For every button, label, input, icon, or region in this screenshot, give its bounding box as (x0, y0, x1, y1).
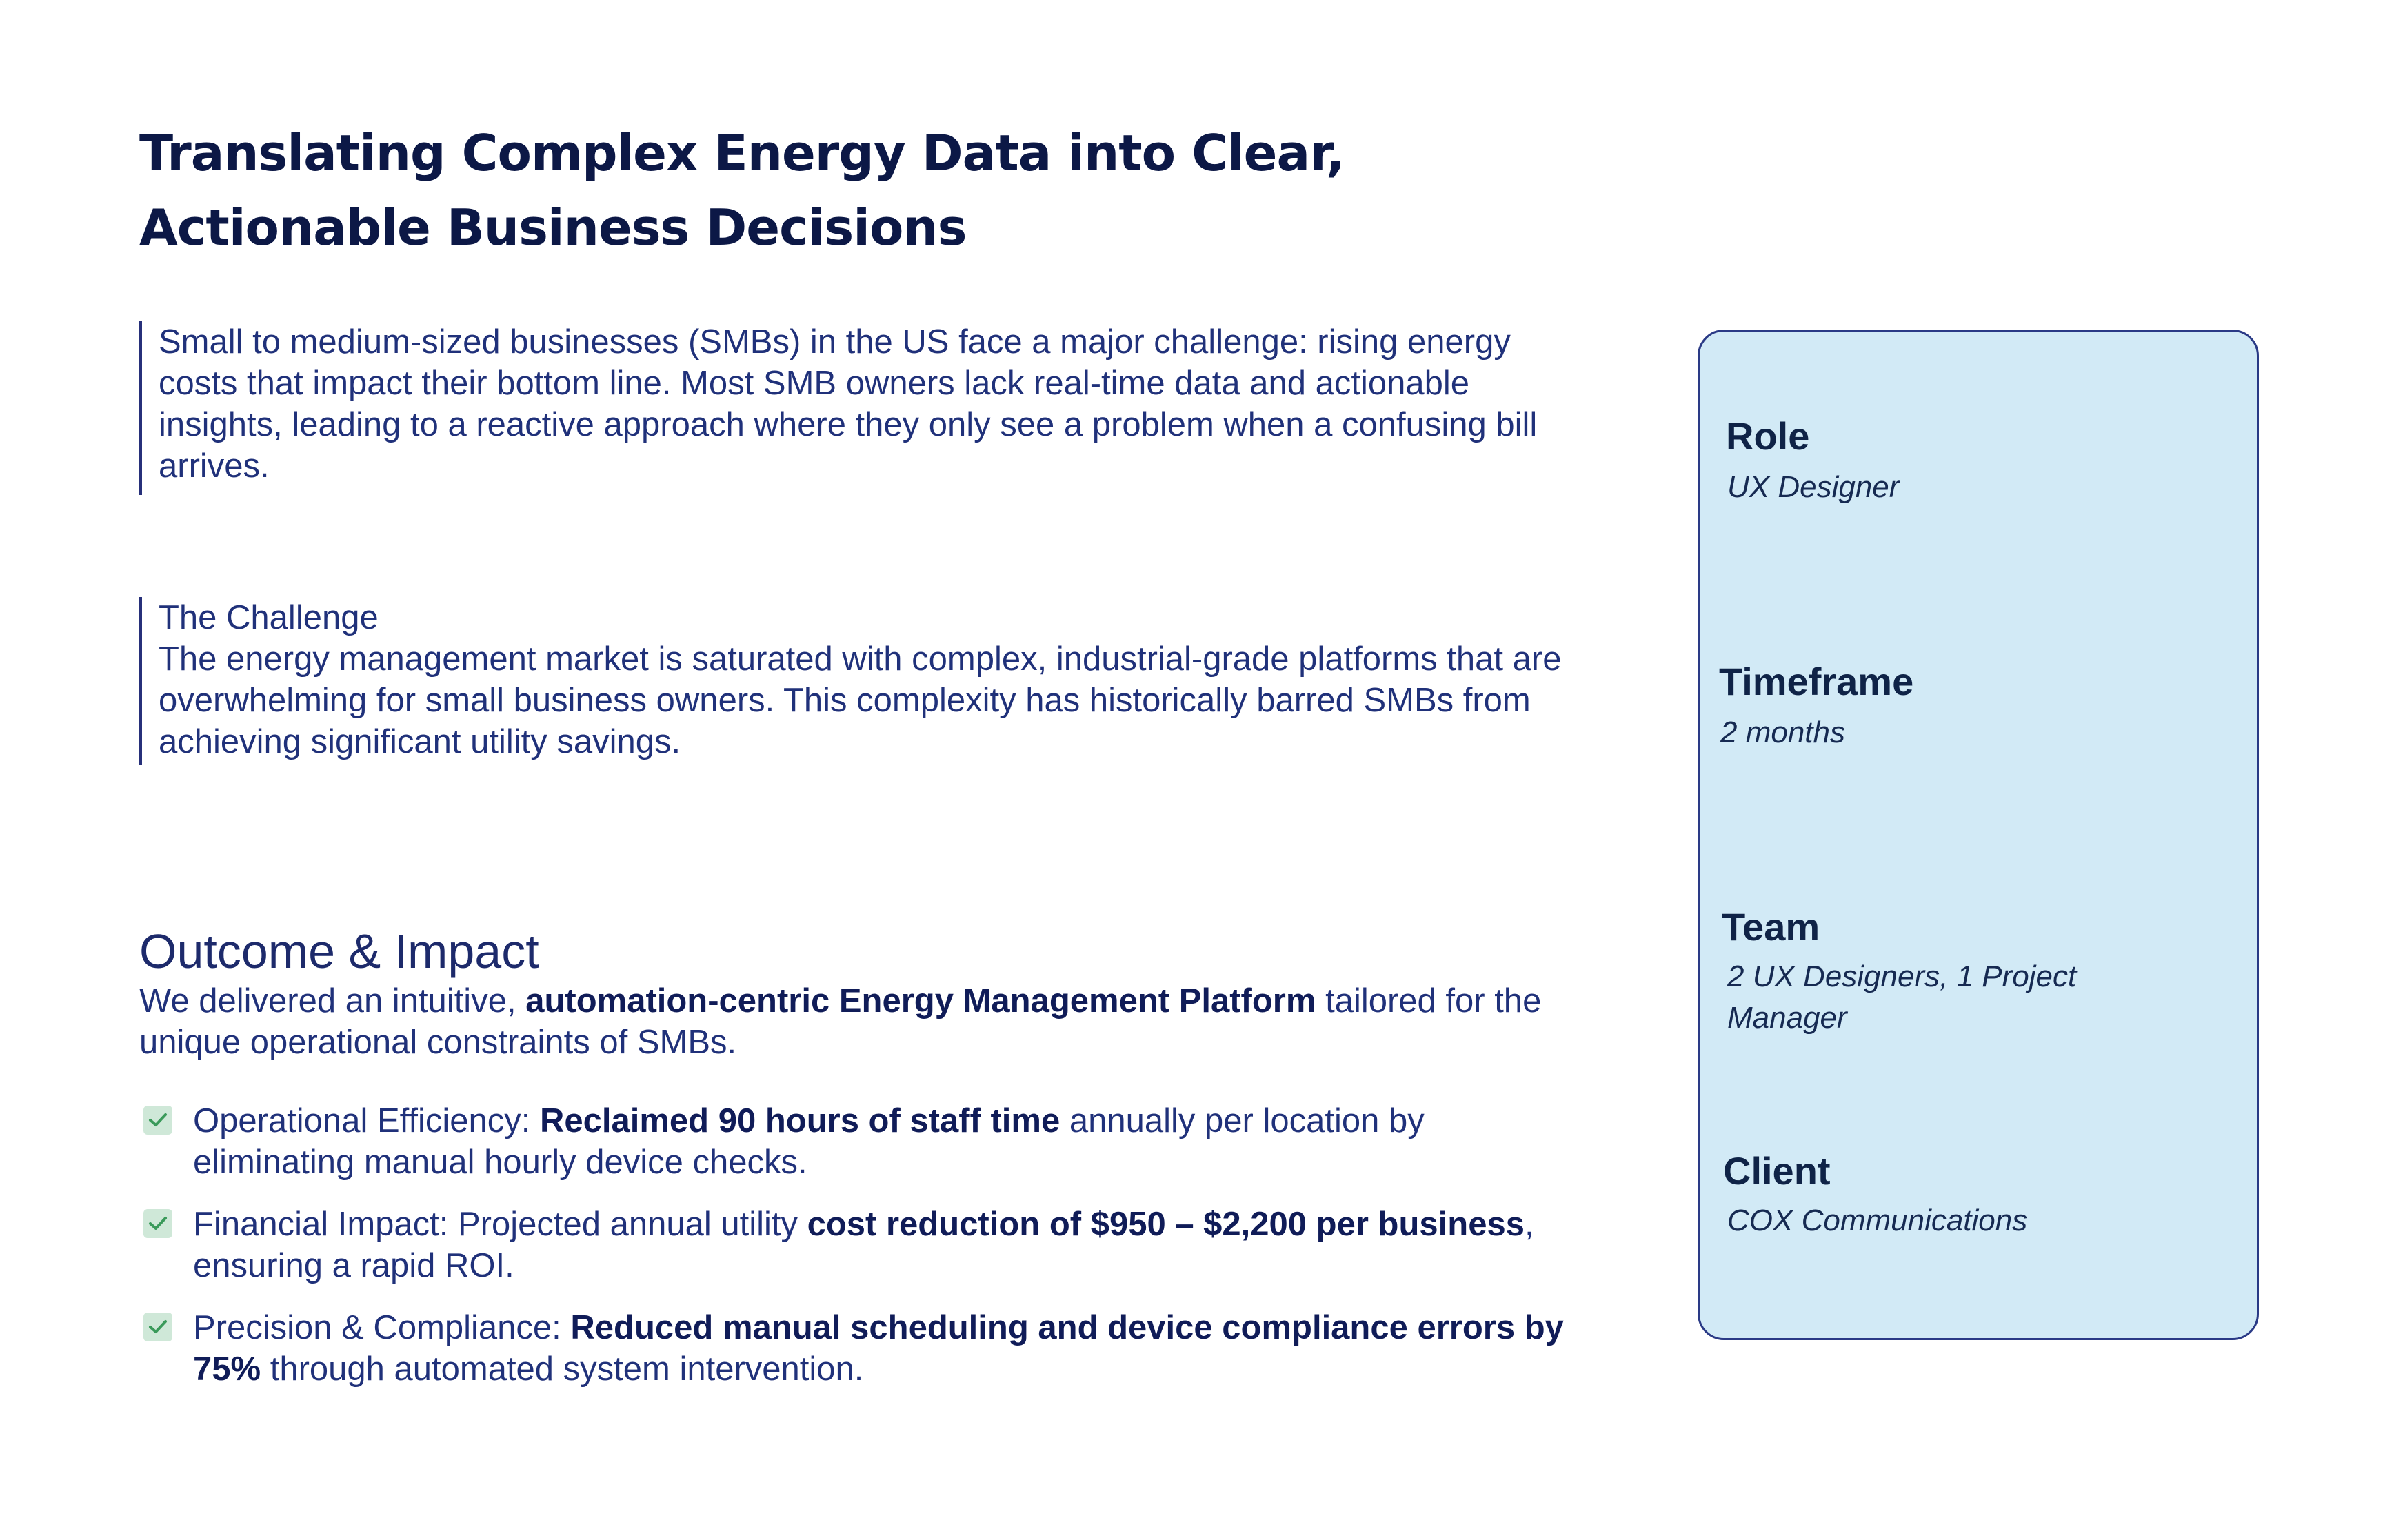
bullet-strong: Reduced manual scheduling and device compliance errors by 75% (193, 1309, 1564, 1388)
bullet-lead: Operational Efficiency: (193, 1102, 531, 1139)
bullet-rest: , ensuring a rapid ROI. (193, 1206, 1534, 1284)
project-info-card (1698, 330, 2259, 1340)
intro-quote (139, 321, 1565, 495)
client-label: Client (1723, 1149, 1831, 1193)
page-title-line-2: Actionable Business Decisions (139, 199, 967, 256)
challenge-quote (139, 597, 1565, 765)
challenge-heading: The Challenge (159, 599, 379, 636)
team-value-line-2: Manager (1727, 1001, 1847, 1035)
team-label: Team (1722, 905, 1820, 949)
bullet-rest: annually per location by eliminating manual hourly device checks. (193, 1102, 1425, 1181)
challenge-text: The energy management market is saturated with complex, industrial-grade platforms that are overwhelming for small business owners. This complexity has historically barred SMBs from achieving significant utility savings. (159, 640, 1562, 760)
outcome-intro-pre: We delivered an intuitive, (139, 982, 516, 1020)
page-title (139, 116, 1449, 265)
bullet-lead: Financial Impact: Projected annual utility (193, 1206, 798, 1243)
bullet-rest: through automated system intervention. (270, 1350, 864, 1388)
checkbox-check-icon (143, 1313, 172, 1341)
role-label: Role (1726, 414, 1810, 458)
timeframe-label: Timeframe (1719, 660, 1914, 703)
bullet-lead: Precision & Compliance: (193, 1309, 561, 1346)
timeframe-value: 2 months (1720, 716, 1845, 749)
page-title-line-1: Translating Complex Energy Data into Clear, (139, 124, 1345, 182)
bullet-strong: cost reduction of $950 – $2,200 per business (807, 1206, 1525, 1243)
list-item (139, 1100, 1587, 1183)
outcome-intro-strong: automation-centric Energy Management Platform (525, 982, 1316, 1020)
outcome-heading: Outcome & Impact (139, 924, 539, 978)
impact-list (139, 1100, 1587, 1390)
bullet-strong: Reclaimed 90 hours of staff time (539, 1102, 1060, 1139)
list-item (139, 1204, 1587, 1286)
outcome-intro (139, 980, 1587, 1063)
role-value: UX Designer (1727, 470, 1900, 504)
intro-text: Small to medium-sized businesses (SMBs) in the US face a major challenge: rising energy costs that impact their bottom line. Most SMB owners lack real-time data and actionable insights, leading to a reactive approach where they only see a problem when a confusing bill arrives. (159, 323, 1538, 485)
client-value: COX Communications (1727, 1204, 2028, 1237)
team-value (1727, 956, 2076, 1039)
team-value-line-1: 2 UX Designers, 1 Project (1727, 960, 2077, 993)
checkbox-check-icon (143, 1209, 172, 1238)
outcome-intro-post: tailored for the unique operational constraints of SMBs. (139, 982, 1542, 1061)
outcome-section (139, 922, 1587, 1410)
checkbox-check-icon (143, 1106, 172, 1135)
list-item (139, 1307, 1587, 1390)
